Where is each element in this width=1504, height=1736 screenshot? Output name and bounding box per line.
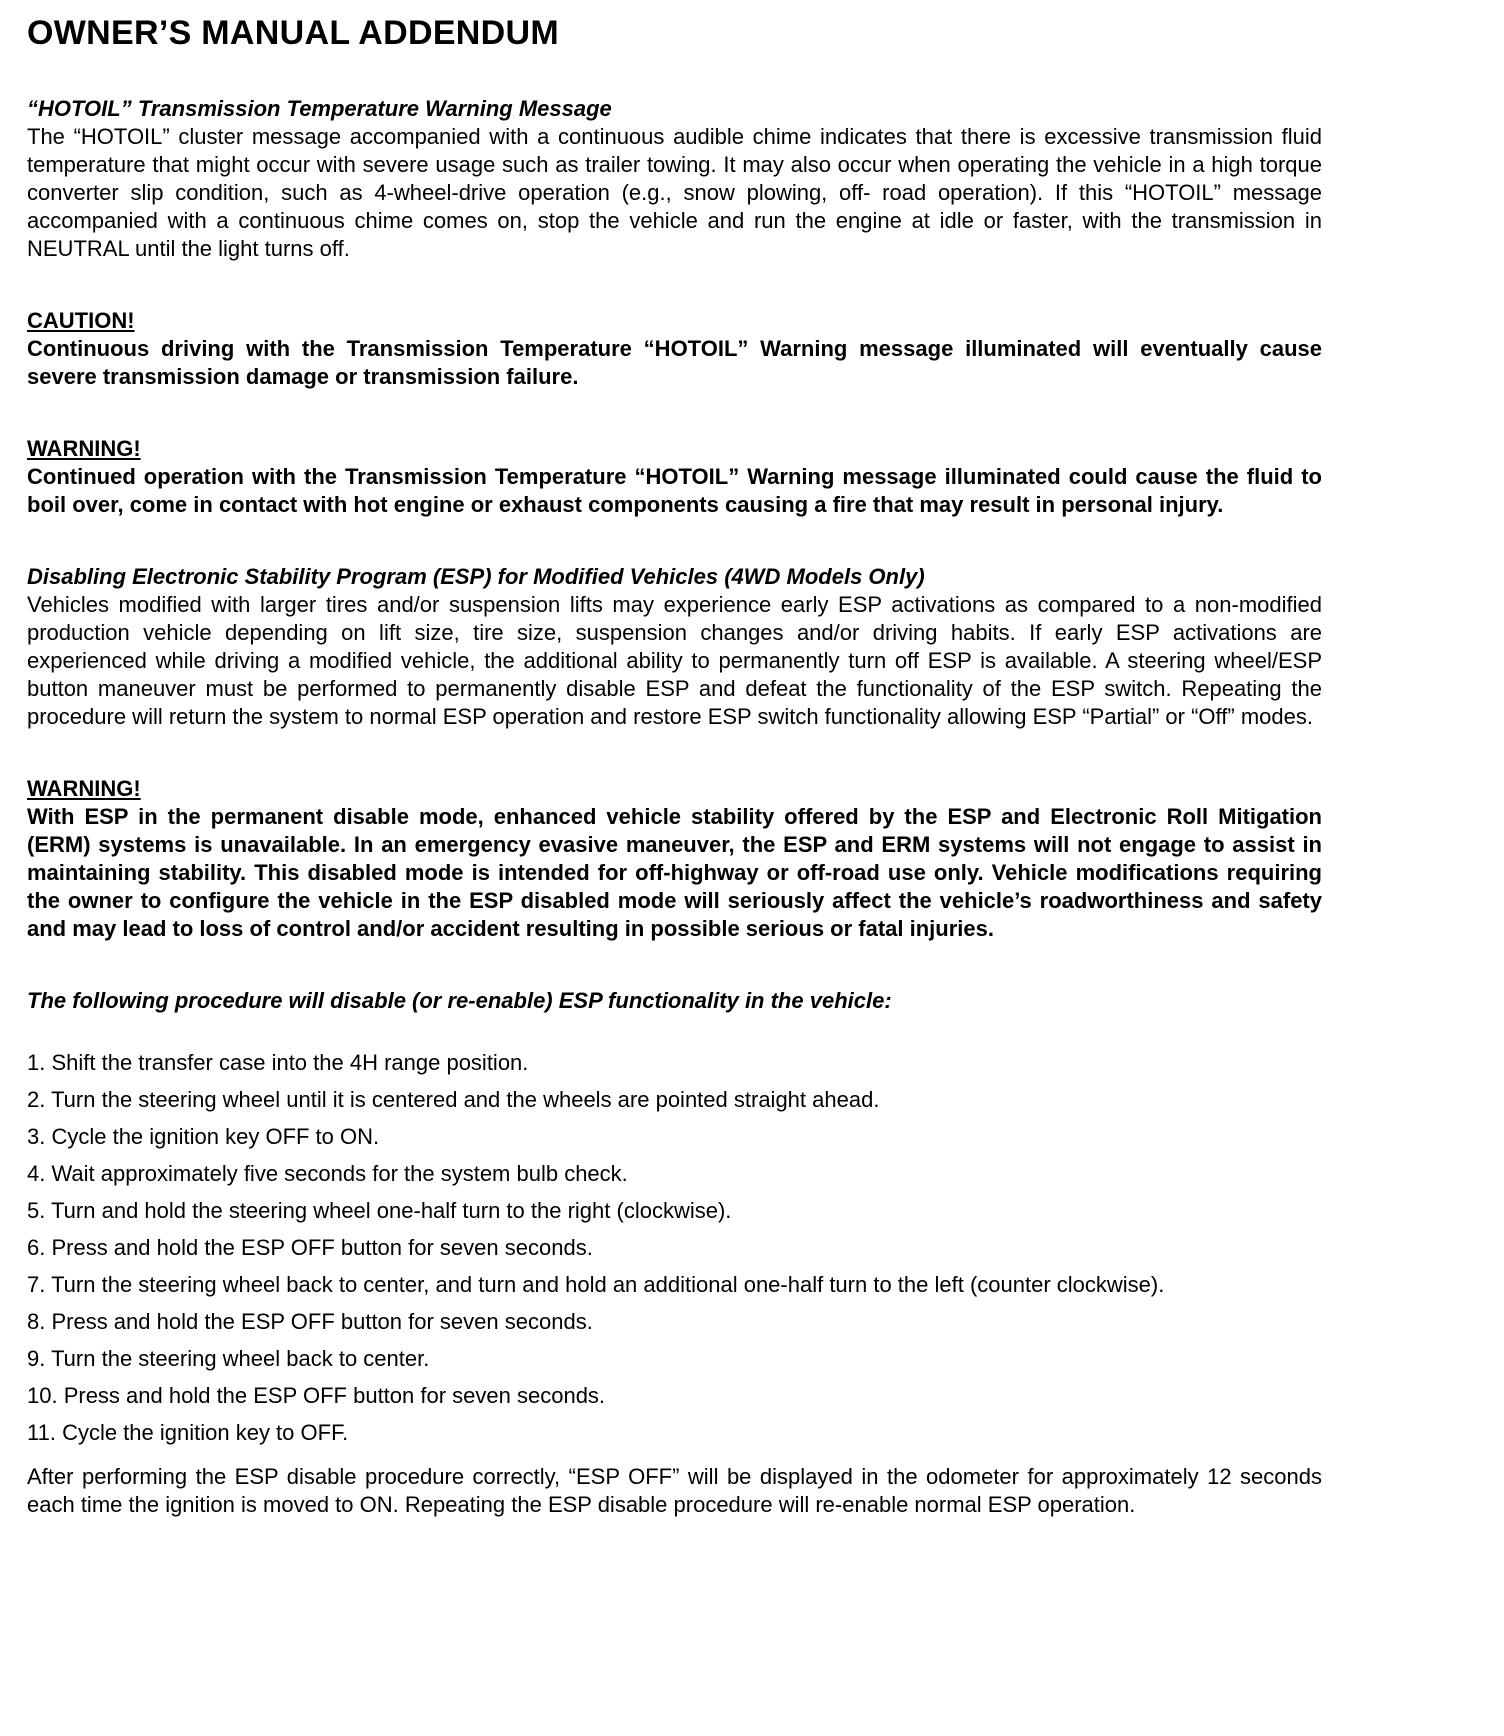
procedure-step: 10. Press and hold the ESP OFF button for seven seconds. [27,1383,606,1408]
closing-paragraph: After performing the ESP disable procedure correctly, “ESP OFF” will be displayed in the odometer for approximately 12 seconds each time the ignition is moved to ON. Repeating the ESP disable procedure will re-enable normal ESP operation. [27,1464,1322,1517]
procedure-step: 3. Cycle the ignition key OFF to ON. [27,1124,380,1149]
section-procedure [27,987,1322,1447]
procedure-step: 6. Press and hold the ESP OFF button for seven seconds. [27,1235,593,1260]
procedure-step: 4. Wait approximately five seconds for the system bulb check. [27,1161,628,1186]
section-hotoil [27,95,1322,263]
section-esp [27,563,1322,731]
warning-body-1: Continued operation with the Transmission Temperature “HOTOIL” Warning message illuminated could cause the fluid to boil over, come in contact with hot engine or exhaust components causing a fire that may result in personal injury. [27,464,1322,517]
section-warning-1 [27,435,1322,519]
caution-label: CAUTION! [27,308,135,333]
procedure-step: 11. Cycle the ignition key to OFF. [27,1420,349,1445]
warning-label-1: WARNING! [27,436,141,461]
procedure-step: 1. Shift the transfer case into the 4H range position. [27,1050,529,1075]
warning-body-2: With ESP in the permanent disable mode, enhanced vehicle stability offered by the ESP and Electronic Roll Mitigation (ERM) systems is unavailable. In an emergency evasive maneuver, the ESP and ERM systems will not engage to assist in maintaining stability. This disabled mode is intended for off-highway or off-road use only. Vehicle modifications requiring the owner to configure the vehicle in the ESP disabled mode will seriously affect the vehicle’s roadworthiness and safety and may lead to loss of control and/or accident resulting in possible serious or fatal injuries. [27,804,1322,941]
section-caution [27,307,1322,391]
procedure-steps [27,1049,1322,1447]
procedure-step: 8. Press and hold the ESP OFF button for seven seconds. [27,1309,593,1334]
section-warning-2 [27,775,1322,943]
section-heading-hotoil: “HOTOIL” Transmission Temperature Warning Message [27,96,612,121]
warning-label-2: WARNING! [27,776,141,801]
caution-body: Continuous driving with the Transmission Temperature “HOTOIL” Warning message illuminated will eventually cause severe transmission damage or transmission failure. [27,336,1322,389]
procedure-step: 5. Turn and hold the steering wheel one-half turn to the right (clockwise). [27,1198,732,1223]
procedure-heading: The following procedure will disable (or re-enable) ESP functionality in the vehicle: [27,988,892,1013]
procedure-step: 2. Turn the steering wheel until it is centered and the wheels are pointed straight ahead. [27,1087,880,1112]
section-heading-esp: Disabling Electronic Stability Program (ESP) for Modified Vehicles (4WD Models Only) [27,564,925,589]
page-title: OWNER’S MANUAL ADDENDUM [27,14,559,52]
paragraph-hotoil: The “HOTOIL” cluster message accompanied with a continuous audible chime indicates that there is excessive transmission fluid temperature that might occur with severe usage such as trailer towing. It may also occur when operating the vehicle in a high torque converter slip condition, such as 4-wheel-drive operation (e.g., snow plowing, off- road operation). If this “HOTOIL” message accompanied with a continuous chime comes on, stop the vehicle and run the engine at idle or faster, with the transmission in NEUTRAL until the light turns off. [27,124,1322,261]
procedure-step: 7. Turn the steering wheel back to center, and turn and hold an additional one-half turn to the left (counter clockwise). [27,1272,1165,1297]
paragraph-esp: Vehicles modified with larger tires and/or suspension lifts may experience early ESP activations as compared to a non-modified production vehicle depending on lift size, tire size, suspension changes and/or driving habits. If early ESP activations are experienced while driving a modified vehicle, the additional ability to permanently turn off ESP is available. A steering wheel/ESP button maneuver must be performed to permanently disable ESP and defeat the functionality of the ESP switch. Repeating the procedure will return the system to normal ESP operation and restore ESP switch functionality allowing ESP “Partial” or “Off” modes. [27,592,1322,729]
procedure-step: 9. Turn the steering wheel back to center. [27,1346,430,1371]
